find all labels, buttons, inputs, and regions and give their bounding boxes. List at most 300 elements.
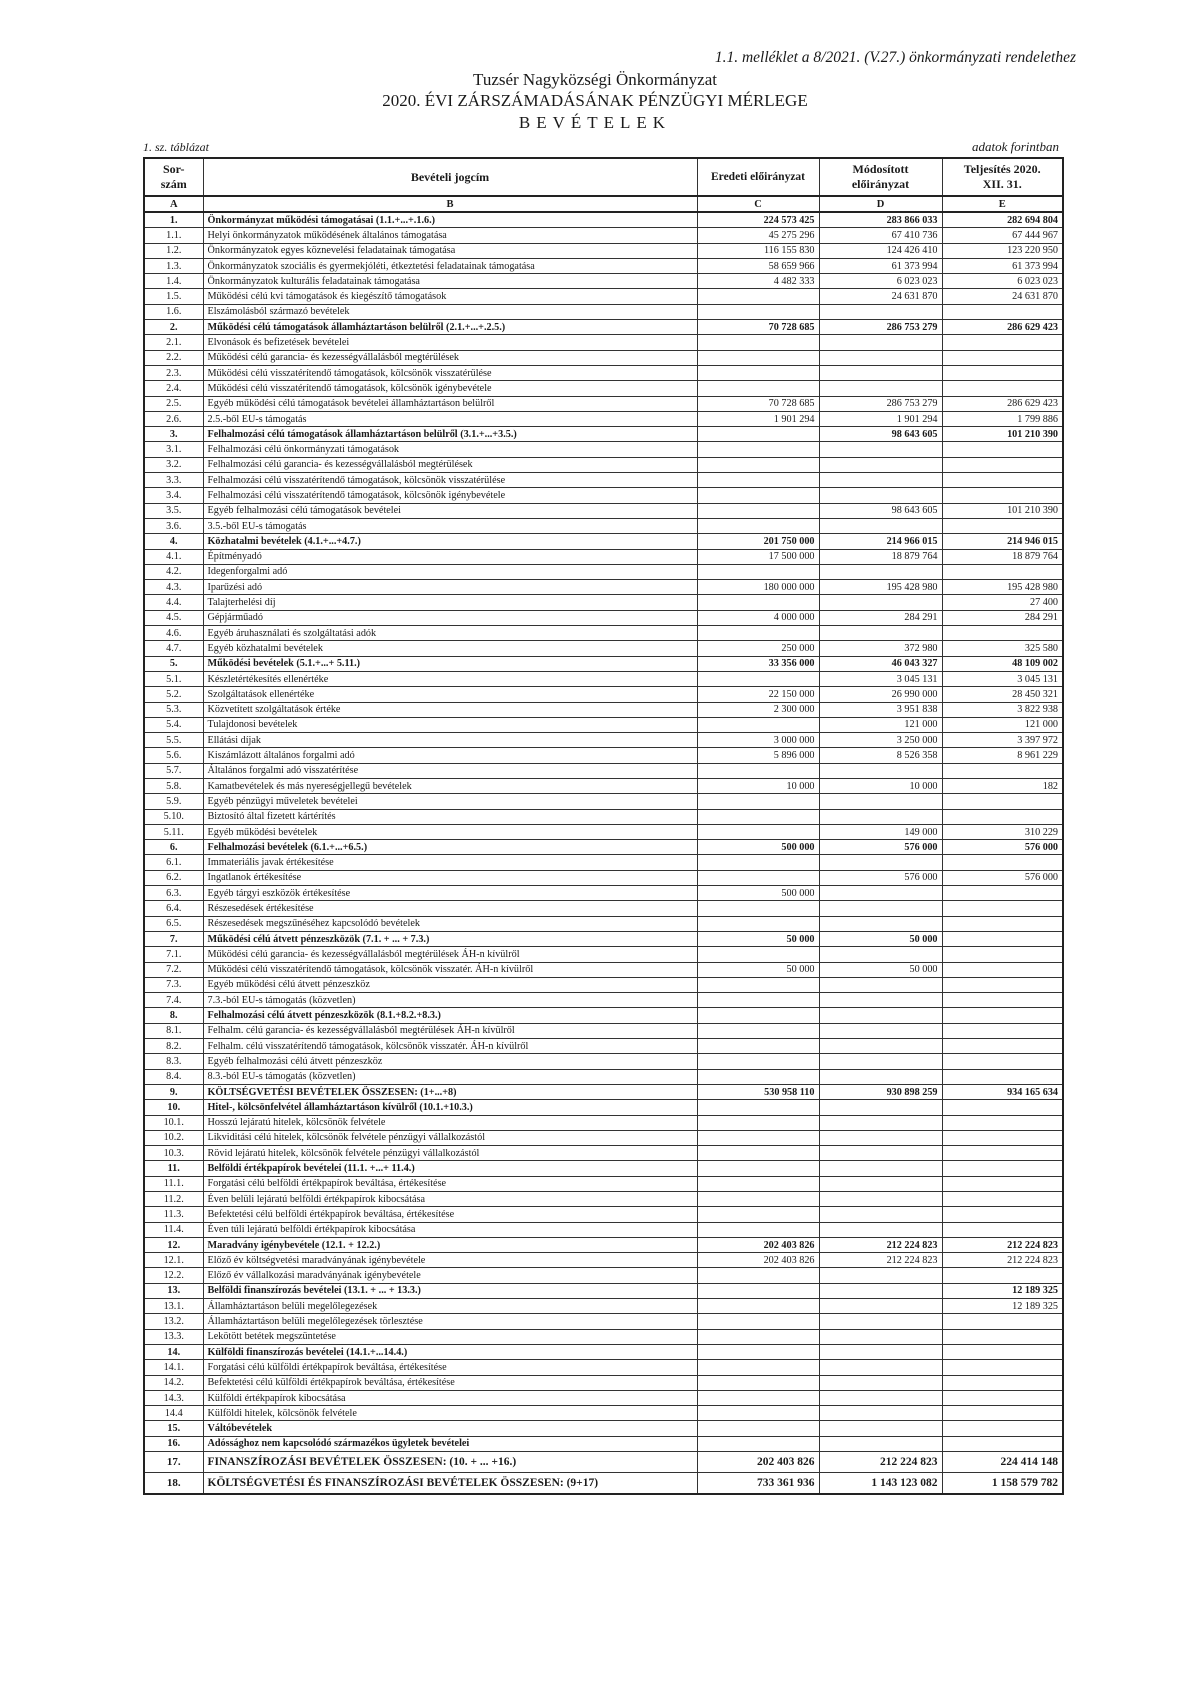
row-label: Egyéb áruhasználati és szolgáltatási adók [203,626,697,641]
row-number: 14.3. [144,1390,203,1405]
row-label: Önkormányzatok kulturális feladatainak támogatása [203,274,697,289]
table-row [144,1473,1063,1495]
table-row [144,1192,1063,1207]
teljesites-value [942,1069,1063,1084]
row-number: 5.1. [144,671,203,686]
modositott-value [819,1344,942,1359]
teljesites-value: 121 000 [942,717,1063,732]
row-number: 14. [144,1344,203,1359]
row-number: 10.3. [144,1146,203,1161]
row-number: 3.5. [144,503,203,518]
table-row [144,962,1063,977]
row-label: Elszámolásból származó bevételek [203,304,697,319]
eredeti-value: 201 750 000 [697,534,819,549]
teljesites-value [942,763,1063,778]
row-label: Egyéb működési bevételek [203,824,697,839]
table-row [144,1176,1063,1191]
eredeti-value [697,671,819,686]
row-number: 9. [144,1084,203,1099]
row-label: Működési célú visszatérítendő támogatások, kölcsönök visszatér. ÁH-n kívülről [203,962,697,977]
modositott-value [819,947,942,962]
row-label: Részesedések megszűnéséhez kapcsolódó bevételek [203,916,697,931]
eredeti-value: 2 300 000 [697,702,819,717]
table-row [144,1390,1063,1405]
eredeti-value: 4 000 000 [697,610,819,625]
table-row [144,626,1063,641]
table-row [144,1436,1063,1451]
row-label: Felhalmozási célú garancia- és kezességvállalásból megtérülések [203,457,697,472]
row-number: 8.2. [144,1039,203,1054]
row-label: Működési célú kvi támogatások és kiegészítő támogatások [203,289,697,304]
row-label: Szolgáltatások ellenértéke [203,687,697,702]
table-row [144,1130,1063,1145]
teljesites-value [942,1054,1063,1069]
row-label: Készletértékesítés ellenértéke [203,671,697,686]
row-number: 3.6. [144,518,203,533]
row-label: Idegenforgalmi adó [203,564,697,579]
row-label: Hitel-, kölcsönfelvétel államháztartáson kívülről (10.1.+10.3.) [203,1100,697,1115]
teljesites-value [942,1390,1063,1405]
modositott-value: 214 966 015 [819,534,942,549]
column-letter-b: B [203,196,697,212]
row-number: 5.4. [144,717,203,732]
eredeti-value [697,870,819,885]
table-row [144,320,1063,335]
eredeti-value [697,824,819,839]
row-number: 2.1. [144,335,203,350]
teljesites-value: 325 580 [942,641,1063,656]
row-label: Ellátási díjak [203,733,697,748]
column-header-jogcim: Bevételi jogcím [203,158,697,196]
row-number: 4. [144,534,203,549]
teljesites-value [942,977,1063,992]
eredeti-value [697,335,819,350]
eredeti-value: 733 361 936 [697,1473,819,1495]
row-number: 1.5. [144,289,203,304]
row-label: Biztosító által fizetett kártérítés [203,809,697,824]
row-label: Egyéb működési célú támogatások bevételei államháztartáson belülről [203,396,697,411]
modositott-value: 195 428 980 [819,580,942,595]
document-title: 2020. ÉVI ZÁRSZÁMADÁSÁNAK PÉNZÜGYI MÉRLEGE [382,91,808,110]
teljesites-value: 1 799 886 [942,411,1063,426]
eredeti-value: 500 000 [697,840,819,855]
eredeti-value [697,442,819,457]
row-number: 11.2. [144,1192,203,1207]
table-row [144,641,1063,656]
teljesites-value: 576 000 [942,870,1063,885]
row-label: Egyéb működési célú átvett pénzeszköz [203,977,697,992]
teljesites-value: 123 220 950 [942,243,1063,258]
row-number: 13.1. [144,1299,203,1314]
eredeti-value: 3 000 000 [697,733,819,748]
row-label: Talajterhelési díj [203,595,697,610]
eredeti-value [697,289,819,304]
table-row [144,870,1063,885]
teljesites-value [942,1207,1063,1222]
teljesites-value [942,626,1063,641]
teljesites-value [942,1421,1063,1436]
teljesites-value: 61 373 994 [942,258,1063,273]
table-row [144,1023,1063,1038]
modositott-value: 26 990 000 [819,687,942,702]
teljesites-value [942,365,1063,380]
row-number: 5.10. [144,809,203,824]
table-row [144,365,1063,380]
table-row [144,1084,1063,1099]
teljesites-value [942,855,1063,870]
modositott-value [819,1176,942,1191]
row-label: Működési célú garancia- és kezességvállalásból megtérülések ÁH-n kívülről [203,947,697,962]
modositott-value [819,809,942,824]
table-row [144,1283,1063,1298]
row-label: Működési célú garancia- és kezességvállalásból megtérülések [203,350,697,365]
row-label: Működési célú visszatérítendő támogatások, kölcsönök igénybevétele [203,381,697,396]
table-row [144,488,1063,503]
teljesites-value [942,442,1063,457]
eredeti-value [697,901,819,916]
modositott-value [819,1222,942,1237]
modositott-value [819,763,942,778]
table-row [144,564,1063,579]
table-row [144,1100,1063,1115]
teljesites-value [942,1329,1063,1344]
modositott-value: 576 000 [819,870,942,885]
row-label: Éven belüli lejáratú belföldi értékpapírok kibocsátása [203,1192,697,1207]
row-label: Külföldi finanszírozás bevételei (14.1.+...14.4.) [203,1344,697,1359]
row-number: 6.2. [144,870,203,885]
modositott-value: 8 526 358 [819,748,942,763]
row-number: 4.1. [144,549,203,564]
row-label: Egyéb közhatalmi bevételek [203,641,697,656]
row-number: 4.4. [144,595,203,610]
eredeti-value: 530 958 110 [697,1084,819,1099]
modositott-value: 98 643 605 [819,503,942,518]
row-label: Ingatlanok értékesítése [203,870,697,885]
modositott-value [819,1115,942,1130]
table-row [144,977,1063,992]
eredeti-value [697,809,819,824]
row-label: Befektetési célú belföldi értékpapírok beváltása, értékesítése [203,1207,697,1222]
row-label: Felhalmozási célú visszatérítendő támogatások, kölcsönök igénybevétele [203,488,697,503]
eredeti-value [697,1268,819,1283]
table-row [144,381,1063,396]
table-row [144,335,1063,350]
eredeti-value [697,993,819,1008]
row-label: Államháztartáson belüli megelőlegezések [203,1299,697,1314]
eredeti-value [697,350,819,365]
eredeti-value: 4 482 333 [697,274,819,289]
teljesites-value [942,335,1063,350]
table-row [144,931,1063,946]
modositott-value: 124 426 410 [819,243,942,258]
modositott-value [819,1390,942,1405]
row-label: Külföldi hitelek, kölcsönök felvétele [203,1406,697,1421]
row-number: 6. [144,840,203,855]
modositott-value [819,1039,942,1054]
teljesites-value: 6 023 023 [942,274,1063,289]
row-number: 6.1. [144,855,203,870]
eredeti-value [697,1100,819,1115]
table-row [144,794,1063,809]
modositott-value [819,335,942,350]
table-row [144,702,1063,717]
row-label: Működési célú átvett pénzeszközök (7.1. + ... + 7.3.) [203,931,697,946]
row-label: Forgatási célú belföldi értékpapírok beváltása, értékesítése [203,1176,697,1191]
row-number: 3.4. [144,488,203,503]
modositott-value: 50 000 [819,962,942,977]
teljesites-value [942,1039,1063,1054]
row-label: Maradvány igénybevétele (12.1. + 12.2.) [203,1237,697,1252]
column-header-modositott: Módosított előirányzat [819,158,942,196]
modositott-value [819,595,942,610]
row-label: Működési célú támogatások államháztartáson belülről (2.1.+...+.2.5.) [203,320,697,335]
teljesites-value [942,1192,1063,1207]
teljesites-value [942,809,1063,824]
eredeti-value [697,518,819,533]
table-row [144,1299,1063,1314]
table-row [144,243,1063,258]
eredeti-value: 22 150 000 [697,687,819,702]
table-row [144,595,1063,610]
teljesites-value: 195 428 980 [942,580,1063,595]
eredeti-value: 116 155 830 [697,243,819,258]
table-row [144,350,1063,365]
eredeti-value [697,1176,819,1191]
row-label: Forgatási célú külföldi értékpapírok beváltása, értékesítése [203,1360,697,1375]
modositott-value: 3 951 838 [819,702,942,717]
table-row [144,778,1063,793]
modositott-value: 286 753 279 [819,320,942,335]
modositott-value: 1 901 294 [819,411,942,426]
table-row [144,1222,1063,1237]
table-row [144,886,1063,901]
modositott-value [819,442,942,457]
row-label: Működési célú visszatérítendő támogatások, kölcsönök visszatérülése [203,365,697,380]
eredeti-value [697,503,819,518]
teljesites-value [942,350,1063,365]
table-row [144,258,1063,273]
eredeti-value [697,1329,819,1344]
eredeti-value: 50 000 [697,962,819,977]
modositott-value [819,1008,942,1023]
row-number: 5.11. [144,824,203,839]
modositott-value [819,901,942,916]
row-number: 5. [144,656,203,671]
row-label: Adóssághoz nem kapcsolódó származékos ügyletek bevételei [203,1436,697,1451]
teljesites-value [942,1161,1063,1176]
teljesites-value: 286 629 423 [942,396,1063,411]
teljesites-value [942,1100,1063,1115]
modositott-value: 67 410 736 [819,228,942,243]
row-label: Részesedések értékesítése [203,901,697,916]
modositott-value [819,350,942,365]
teljesites-value: 1 158 579 782 [942,1473,1063,1495]
row-label: Közvetített szolgáltatások értéke [203,702,697,717]
row-number: 8.3. [144,1054,203,1069]
table-row [144,1329,1063,1344]
eredeti-value [697,304,819,319]
table-row [144,1375,1063,1390]
teljesites-value: 12 189 325 [942,1299,1063,1314]
eredeti-value [697,1192,819,1207]
eredeti-value [697,1008,819,1023]
row-label: Egyéb felhalmozási célú támogatások bevételei [203,503,697,518]
row-label: Építményadó [203,549,697,564]
row-label: Államháztartáson belüli megelőlegezések törlesztése [203,1314,697,1329]
modositott-value [819,794,942,809]
teljesites-value [942,473,1063,488]
row-number: 14.1. [144,1360,203,1375]
modositott-value [819,1314,942,1329]
modositott-value [819,916,942,931]
table-row [144,733,1063,748]
row-label: Önkormányzatok egyes köznevelési feladatainak támogatása [203,243,697,258]
row-label: Váltóbevételek [203,1421,697,1436]
table-row [144,1406,1063,1421]
row-number: 8. [144,1008,203,1023]
teljesites-value: 48 109 002 [942,656,1063,671]
modositott-value: 6 023 023 [819,274,942,289]
table-row [144,916,1063,931]
teljesites-value [942,794,1063,809]
row-number: 5.3. [144,702,203,717]
modositott-value [819,1100,942,1115]
column-letter-d: D [819,196,942,212]
modositott-value: 3 045 131 [819,671,942,686]
modositott-value [819,977,942,992]
modositott-value: 98 643 605 [819,427,942,442]
teljesites-value [942,1436,1063,1451]
eredeti-value [697,977,819,992]
eredeti-value [697,1207,819,1222]
row-number: 1. [144,212,203,228]
eredeti-value [697,1375,819,1390]
row-label: Rövid lejáratú hitelek, kölcsönök felvétele pénzügyi vállalkozástól [203,1146,697,1161]
row-number: 4.3. [144,580,203,595]
modositott-value: 212 224 823 [819,1452,942,1473]
row-label: Felhalmozási bevételek (6.1.+...+6.5.) [203,840,697,855]
teljesites-value: 212 224 823 [942,1253,1063,1268]
table-row [144,1054,1063,1069]
column-letter-e: E [942,196,1063,212]
row-label: Kamatbevételek és más nyereségjellegű bevételek [203,778,697,793]
row-label: Belföldi finanszírozás bevételei (13.1. + ... + 13.3.) [203,1283,697,1298]
table-row [144,580,1063,595]
eredeti-value [697,1314,819,1329]
row-number: 11.1. [144,1176,203,1191]
table-row [144,534,1063,549]
eredeti-value [697,794,819,809]
modositott-value: 930 898 259 [819,1084,942,1099]
teljesites-value: 214 946 015 [942,534,1063,549]
eredeti-value [697,855,819,870]
eredeti-value [697,763,819,778]
eredeti-value: 58 659 966 [697,258,819,273]
teljesites-value [942,488,1063,503]
column-letter-a: A [144,196,203,212]
modositott-value [819,1268,942,1283]
table-row [144,289,1063,304]
row-label: Befektetési célú külföldi értékpapírok beváltása, értékesítése [203,1375,697,1390]
teljesites-value [942,1130,1063,1145]
modositott-value [819,473,942,488]
row-label: Felhalmozási célú visszatérítendő támogatások, kölcsönök visszatérülése [203,473,697,488]
table-row [144,518,1063,533]
table-row [144,717,1063,732]
modositott-value [819,886,942,901]
table-row [144,1452,1063,1473]
table-row [144,901,1063,916]
teljesites-value: 101 210 390 [942,503,1063,518]
row-number: 8.4. [144,1069,203,1084]
modositott-value: 212 224 823 [819,1253,942,1268]
row-label: Lekötött betétek megszüntetése [203,1329,697,1344]
modositott-value: 46 043 327 [819,656,942,671]
teljesites-value [942,916,1063,931]
eredeti-value [697,1115,819,1130]
row-label: Közhatalmi bevételek (4.1.+...+4.7.) [203,534,697,549]
column-header-sorszam: Sor-szám [144,158,203,196]
table-row [144,687,1063,702]
modositott-value: 10 000 [819,778,942,793]
row-number: 12.2. [144,1268,203,1283]
eredeti-value: 500 000 [697,886,819,901]
row-number: 13.3. [144,1329,203,1344]
row-number: 2.4. [144,381,203,396]
document-subtitle: BEVÉTELEK [518,113,672,132]
teljesites-value: 28 450 321 [942,687,1063,702]
row-number: 6.4. [144,901,203,916]
row-number: 3.2. [144,457,203,472]
teljesites-value: 24 631 870 [942,289,1063,304]
eredeti-value: 5 896 000 [697,748,819,763]
eredeti-value [697,564,819,579]
modositott-value [819,1299,942,1314]
row-number: 1.2. [144,243,203,258]
modositott-value [819,518,942,533]
organization-name: Tuzsér Nagyközségi Önkormányzat [473,70,717,89]
eredeti-value: 45 275 296 [697,228,819,243]
modositott-value [819,1023,942,1038]
modositott-value [819,1069,942,1084]
row-number: 10.2. [144,1130,203,1145]
teljesites-value: 284 291 [942,610,1063,625]
teljesites-value [942,457,1063,472]
teljesites-value: 282 694 804 [942,212,1063,228]
eredeti-value: 202 403 826 [697,1237,819,1252]
row-number: 5.7. [144,763,203,778]
teljesites-value [942,1146,1063,1161]
row-label: KÖLTSÉGVETÉSI BEVÉTELEK ÖSSZESEN: (1+...+8) [203,1084,697,1099]
eredeti-value [697,717,819,732]
teljesites-value: 12 189 325 [942,1283,1063,1298]
teljesites-value: 27 400 [942,595,1063,610]
eredeti-value [697,595,819,610]
row-number: 6.5. [144,916,203,931]
modositott-value [819,1360,942,1375]
row-number: 7.3. [144,977,203,992]
table-row [144,396,1063,411]
row-number: 5.5. [144,733,203,748]
table-row [144,1146,1063,1161]
modositott-value: 286 753 279 [819,396,942,411]
row-label: Önkormányzat működési támogatásai (1.1.+...+.1.6.) [203,212,697,228]
eredeti-value [697,916,819,931]
row-number: 16. [144,1436,203,1451]
eredeti-value [697,1360,819,1375]
teljesites-value [942,1344,1063,1359]
row-label: 8.3.-ból EU-s támogatás (közvetlen) [203,1069,697,1084]
